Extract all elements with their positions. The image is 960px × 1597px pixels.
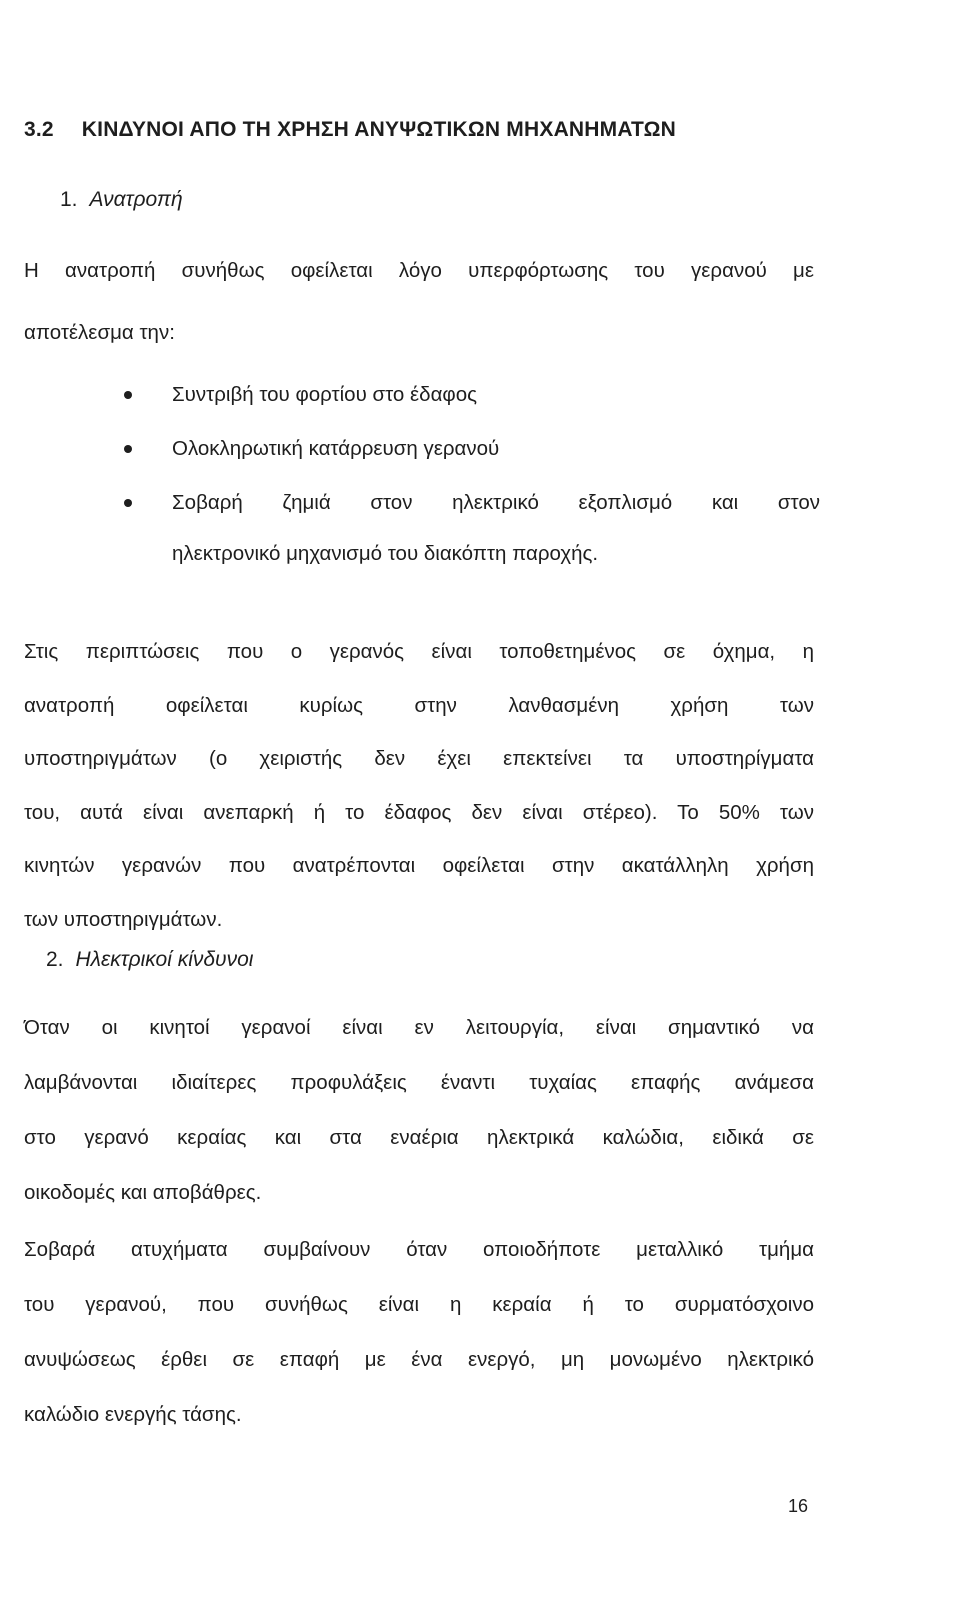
intro-paragraph [24, 250, 814, 374]
bullet-icon [124, 445, 132, 453]
subsection-title: Ηλεκτρικοί κίνδυνοι [75, 948, 254, 971]
list-item [120, 434, 820, 464]
subsection-title: Ανατροπή [89, 188, 183, 211]
page-number: 16 [788, 1496, 809, 1516]
paragraph-line: κινητών γερανών που ανατρέπονται οφείλεται στην ακατάλληλη χρήση [24, 854, 814, 878]
list-item [120, 380, 820, 410]
paragraph-line: καλώδιο ενεργής τάσης. [24, 1403, 242, 1426]
list-item [120, 488, 820, 569]
paragraph-line: ανατροπή οφείλεται κυρίως στην λανθασμένη χρήση των [24, 693, 814, 717]
electrical-paragraph-1 [24, 1008, 814, 1228]
paragraph-line: Όταν οι κινητοί γερανοί είναι εν λειτουργία, είναι σημαντικό να [24, 1016, 814, 1039]
paragraph-line: στο γερανό κεραίας και στα εναέρια ηλεκτρικά καλώδια, ειδικά σε [24, 1126, 814, 1149]
subsection-heading-rollover [60, 188, 183, 212]
subsection-heading-electrical [46, 948, 253, 972]
subsection-number: 2. [46, 948, 64, 971]
paragraph-line: οικοδομές και αποβάθρες. [24, 1181, 262, 1204]
paragraph-line: αποτέλεσμα την: [24, 321, 175, 344]
subsection-number: 1. [60, 188, 78, 211]
vehicle-cranes-paragraph [24, 632, 814, 954]
section-heading [24, 118, 676, 142]
paragraph-line: λαμβάνονται ιδιαίτερες προφυλάξεις έναντι τυχαίας επαφής ανάμεσα [24, 1071, 814, 1094]
paragraph-line: του, αυτά είναι ανεπαρκή ή το έδαφος δεν είναι στέρεο). Το 50% των [24, 800, 814, 824]
list-item-text: Συντριβή του φορτίου στο έδαφος [172, 383, 478, 406]
paragraph-line: ανυψώσεως έρθει σε επαφή με ένα ενεργό, μη μονωμένο ηλεκτρικό [24, 1348, 814, 1371]
electrical-paragraph-2 [24, 1230, 814, 1450]
paragraph-line: των υποστηριγμάτων. [24, 907, 223, 931]
paragraph-line: Η ανατροπή συνήθως οφείλεται λόγο υπερφόρτωσης του γερανού με [24, 259, 814, 282]
paragraph-line: Σοβαρά ατυχήματα συμβαίνουν όταν οποιοδήποτε μεταλλικό τμήμα [24, 1238, 814, 1261]
consequences-list [120, 380, 820, 593]
paragraph-line: Στις περιπτώσεις που ο γερανός είναι τοποθετημένος σε όχημα, η [24, 640, 814, 663]
list-item-text-continued: ηλεκτρονικό μηχανισμό του διακόπτη παροχής. [172, 542, 599, 565]
section-number: 3.2 [24, 118, 54, 141]
list-item-text: Σοβαρή ζημιά στον ηλεκτρικό εξοπλισμό και στον [172, 491, 820, 514]
bullet-icon [124, 499, 132, 507]
paragraph-line: υποστηριγμάτων (ο χειριστής δεν έχει επεκτείνει τα υποστηρίγματα [24, 747, 814, 771]
section-title: ΚΙΝΔΥΝΟΙ ΑΠΟ ΤΗ ΧΡΗΣΗ ΑΝΥΨΩΤΙΚΩΝ ΜΗΧΑΝΗΜΑΤΩΝ [81, 118, 677, 141]
bullet-icon [124, 391, 132, 399]
paragraph-line: του γερανού, που συνήθως είναι η κεραία ή το συρματόσχοινο [24, 1293, 814, 1316]
list-item-text: Ολοκληρωτική κατάρρευση γερανού [172, 437, 500, 460]
